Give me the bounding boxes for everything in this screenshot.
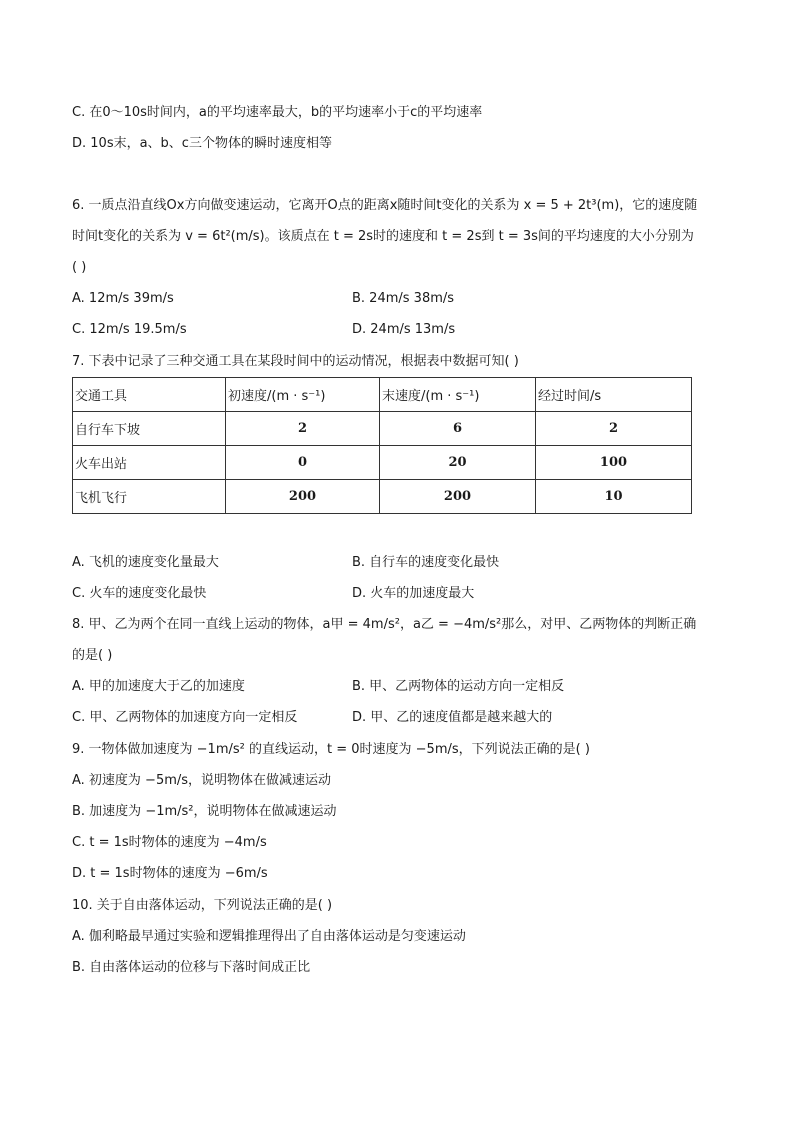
q8-option-b: B. 甲、乙两物体的运动方向一定相反 [352, 679, 565, 694]
q7-option-a: A. 飞机的速度变化量最大 [72, 555, 219, 570]
q8-stem-line1: 8. 甲、乙为两个在同一直线上运动的物体，a甲 = 4m/s²，a乙 = −4m/s²那么，对甲、乙两物体的判断正确 [72, 617, 697, 632]
table-header-cell: 交通工具 [73, 378, 226, 412]
table-header-cell: 初速度/(m · s⁻¹) [226, 378, 380, 412]
table-header-cell: 末速度/(m · s⁻¹) [380, 378, 536, 412]
table-cell: 100 [536, 446, 692, 480]
q6-option-c: C. 12m/s 19.5m/s [72, 322, 187, 337]
table-row [73, 480, 692, 514]
q7-stem: 7. 下表中记录了三种交通工具在某段时间中的运动情况，根据表中数据可知( ) [72, 354, 519, 369]
q9-option-d: D. t = 1s时物体的速度为 −6m/s [72, 866, 268, 881]
q8-option-c: C. 甲、乙两物体的加速度方向一定相反 [72, 710, 298, 725]
q9-option-a: A. 初速度为 −5m/s，说明物体在做减速运动 [72, 773, 332, 788]
q6-option-a: A. 12m/s 39m/s [72, 291, 174, 306]
table-row [73, 412, 692, 446]
q6-stem-line3: ( ) [72, 260, 87, 275]
q6-option-b: B. 24m/s 38m/s [352, 291, 455, 306]
q6-stem-line2: 时间t变化的关系为 v = 6t²(m/s)。该质点在 t = 2s时的速度和 t = 2s到 t = 3s间的平均速度的大小分别为 [72, 229, 694, 244]
table-cell: 2 [226, 412, 380, 446]
table-cell: 飞机飞行 [73, 480, 226, 514]
q10-option-b: B. 自由落体运动的位移与下落时间成正比 [72, 960, 311, 975]
table-cell: 2 [536, 412, 692, 446]
q8-stem-line2: 的是( ) [72, 648, 113, 663]
q10-option-a: A. 伽利略最早通过实验和逻辑推理得出了自由落体运动是匀变速运动 [72, 929, 466, 944]
q5-option-d: D. 10s末，a、b、c三个物体的瞬时速度相等 [72, 136, 332, 151]
table-cell: 200 [226, 480, 380, 514]
table-cell: 火车出站 [73, 446, 226, 480]
table-header-row [73, 378, 692, 412]
table-cell: 6 [380, 412, 536, 446]
table-cell: 0 [226, 446, 380, 480]
q7-option-c: C. 火车的速度变化最快 [72, 586, 207, 601]
q9-stem: 9. 一物体做加速度为 −1m/s² 的直线运动，t = 0时速度为 −5m/s，下列说法正确的是( ) [72, 742, 590, 757]
q7-option-b: B. 自行车的速度变化最快 [352, 555, 500, 570]
table-row [73, 446, 692, 480]
q7-data-table [72, 377, 692, 514]
table-cell: 200 [380, 480, 536, 514]
q5-option-c: C. 在0～10s时间内，a的平均速率最大，b的平均速率小于c的平均速率 [72, 105, 483, 120]
table-cell: 10 [536, 480, 692, 514]
table-cell: 20 [380, 446, 536, 480]
q6-stem-line1: 6. 一质点沿直线Ox方向做变速运动，它离开O点的距离x随时间t变化的关系为 x = 5 + 2t³(m)，它的速度随 [72, 198, 698, 213]
table-cell: 自行车下坡 [73, 412, 226, 446]
q6-option-d: D. 24m/s 13m/s [352, 322, 456, 337]
q9-option-c: C. t = 1s时物体的速度为 −4m/s [72, 835, 267, 850]
table-header-cell: 经过时间/s [536, 378, 692, 412]
q7-option-d: D. 火车的加速度最大 [352, 586, 475, 601]
q9-option-b: B. 加速度为 −1m/s²，说明物体在做减速运动 [72, 804, 337, 819]
q10-stem: 10. 关于自由落体运动，下列说法正确的是( ) [72, 898, 333, 913]
q8-option-a: A. 甲的加速度大于乙的加速度 [72, 679, 245, 694]
q8-option-d: D. 甲、乙的速度值都是越来越大的 [352, 710, 553, 725]
